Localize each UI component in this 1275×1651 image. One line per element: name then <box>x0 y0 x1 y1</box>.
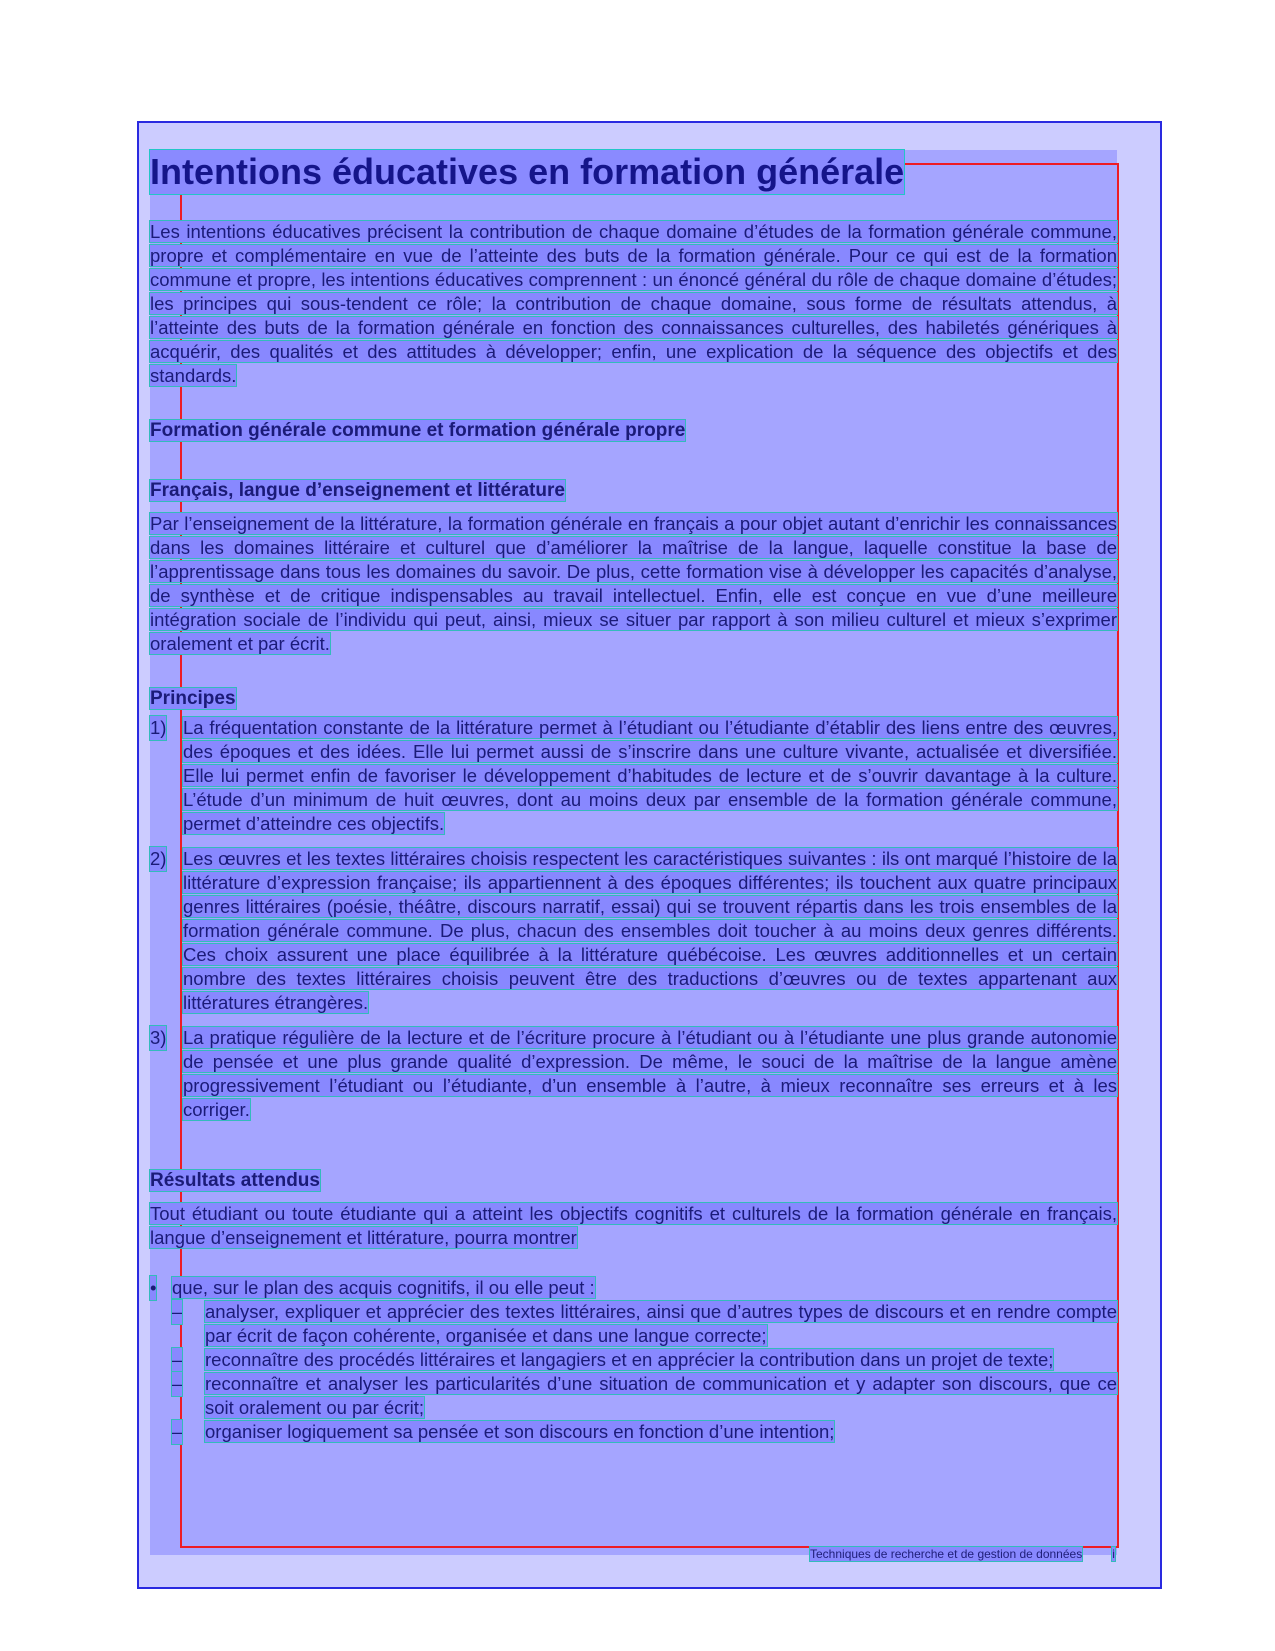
acquis-subitem: – reconnaître des procédés littéraires et langagiers et en apprécier la contribution dans un projet de texte; <box>172 1349 1054 1370</box>
bullet-icon: • <box>150 1277 157 1298</box>
principle-item: 1) La fréquentation constante de la littérature permet à l’étudiant ou l’étudiante d’établir des liens entre des œuvres, des époques et des idées. Elle lui permet aussi de s’inscrire dans une culture vivante, actualisée et diversifiée. Elle lui permet enfin de favoriser le développement d’habitudes de lecture et de s’ouvrir davantage à la culture. L’étude d’un minimum de huit œuvres, dont au moins deux par ensemble de la formation générale commune, permet d’atteindre ces objectifs. <box>150 717 1117 834</box>
results-heading: Résultats attendus <box>150 1170 320 1191</box>
intro-text: Les intentions éducatives précisent la contribution de chaque domaine d’études de la formation générale commune, propre et complémentaire en vue de l’atteinte des buts de la formation générale. Pour ce qui est de la formation commune et propre, les intentions éducatives comprennent : un énoncé général du rôle de chaque domaine d’études; les principes qui sous-tendent ce rôle; la contribution de chaque domaine, sous forme de résultats attendus, à l’atteinte des buts de la formation générale en fonction des connaissances culturelles, des habiletés génériques à acquérir, des qualités et des attitudes à développer; enfin, une explication de la séquence des objectifs et des standards. <box>150 221 1117 386</box>
acquis-subitem: – reconnaître et analyser les particularités d’une situation de communication et y adapter son discours, que ce soit oralement ou par écrit; <box>172 1373 1117 1418</box>
subsection-heading: Français, langue d’enseignement et littérature <box>150 480 565 501</box>
dash-icon: – <box>172 1349 183 1370</box>
acquis-sublist <box>172 1300 1117 1444</box>
principles-list <box>150 716 1117 1122</box>
dash-icon: – <box>172 1301 183 1322</box>
page-footer <box>810 1547 1115 1561</box>
page-title: Intentions éducatives en formation générale <box>150 151 905 192</box>
acquis-item: • que, sur le plan des acquis cognitifs, il ou elle peut : – analyser, expliquer et apprécier des textes littéraires, ainsi que d’autres types de discours et en rendre compte par écrit de façon cohérente, organisée et dans une langue correcte; – reconnaître des procédés littéraires et langagiers et en apprécier la contribution dans un projet de texte; – reconnaître et analyser les particularités d’une situation de communication et y adapter son discours, que ce soit oralement ou par écrit; – organiser logiquement sa pensée et son discours en fonction d’une intention; <box>150 1277 1117 1442</box>
section-heading: Formation générale commune et formation générale propre <box>150 420 686 441</box>
acquis-list <box>150 1276 1117 1444</box>
principles-heading: Principes <box>150 688 236 709</box>
dash-icon: – <box>172 1421 183 1442</box>
intro-paragraph <box>150 220 1117 388</box>
footer-text: Techniques de recherche et de gestion de données <box>810 1547 1083 1561</box>
acquis-subitem: – organiser logiquement sa pensée et son discours en fonction d’une intention; <box>172 1421 835 1442</box>
acquis-subitem: – analyser, expliquer et apprécier des textes littéraires, ainsi que d’autres types de discours et en rendre compte par écrit de façon cohérente, organisée et dans une langue correcte; <box>172 1301 1117 1346</box>
principle-item: 3) La pratique régulière de la lecture et de l’écriture procure à l’étudiant ou à l’étudiante une plus grande autonomie de pensée et une plus grande qualité d’expression. De même, le souci de la maîtrise de la langue amène progressivement l’étudiant ou l’étudiante, d’un ensemble à l’autre, à mieux reconnaître ses erreurs et à les corriger. <box>150 1027 1117 1120</box>
document-content <box>150 150 1117 1444</box>
dash-icon: – <box>172 1373 183 1394</box>
results-paragraph: Tout étudiant ou toute étudiante qui a atteint les objectifs cognitifs et culturels de la formation générale en français, langue d’enseignement et littérature, pourra montrer <box>150 1203 1117 1248</box>
page-number: i <box>1112 1547 1115 1561</box>
subsection-paragraph: Par l’enseignement de la littérature, la formation générale en français a pour objet autant d’enrichir les connaissances dans les domaines littéraire et culturel que d’améliorer la maîtrise de la langue, laquelle constitue la base de l’apprentissage dans tous les domaines du savoir. De plus, cette formation vise à développer les capacités d’analyse, de synthèse et de critique indispensables au travail intellectuel. Enfin, elle est conçue en vue d’une meilleure intégration sociale de l’individu qui peut, ainsi, mieux se situer par rapport à son milieu culturel et mieux s’exprimer oralement et par écrit. <box>150 513 1117 654</box>
principle-item: 2) Les œuvres et les textes littéraires choisis respectent les caractéristiques suivantes : ils ont marqué l’histoire de la littérature d’expression française; ils appartiennent à des époques différentes; ils touchent aux quatre principaux genres littéraires (poésie, théâtre, discours narratif, essai) qui se trouvent répartis dans les trois ensembles de la formation générale commune. De plus, chacun des ensembles doit toucher à au moins deux genres différents. Ces choix assurent une place équilibrée à la littérature québécoise. Les œuvres additionnelles et un certain nombre des textes littéraires choisis peuvent être des traductions d’œuvres ou de textes appartenant aux littératures étrangères. <box>150 848 1117 1013</box>
